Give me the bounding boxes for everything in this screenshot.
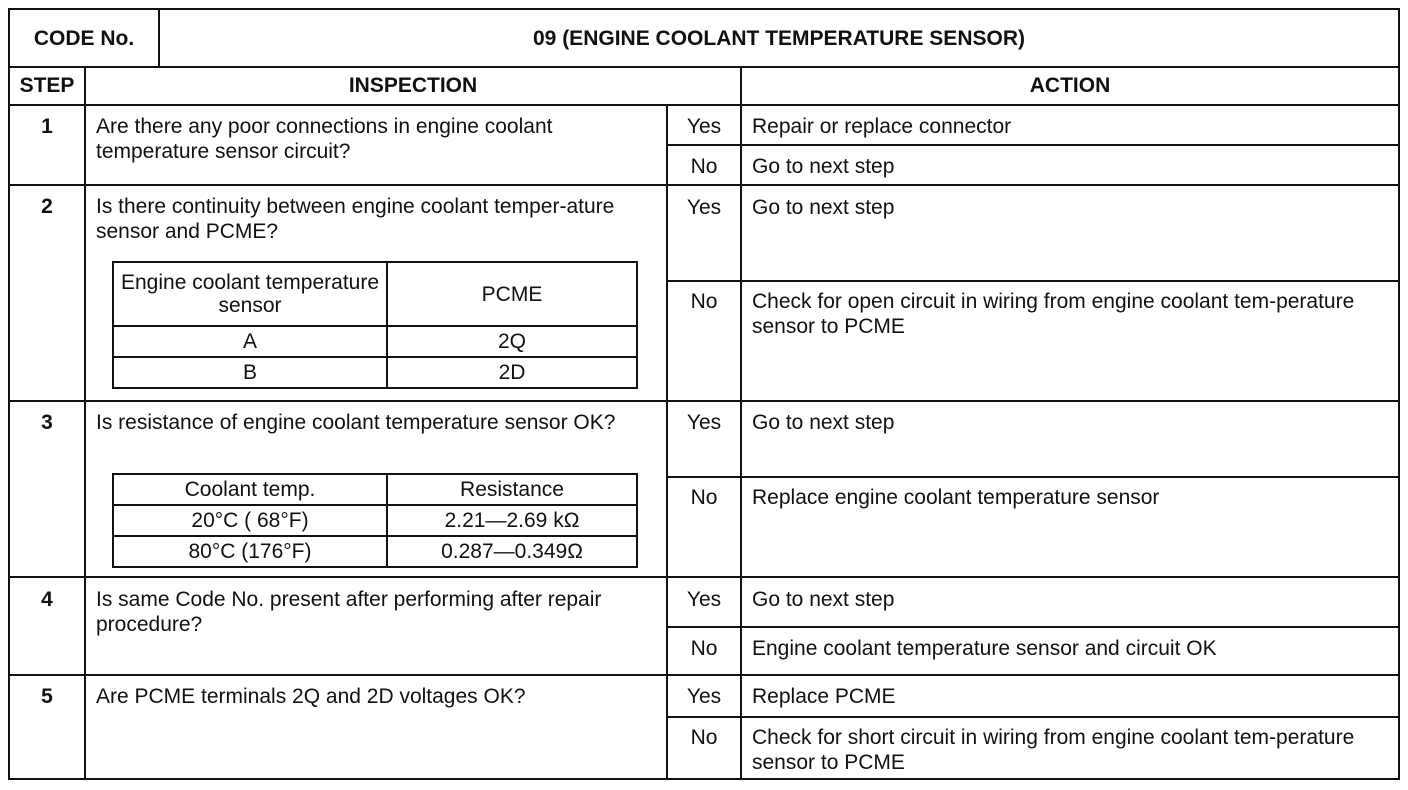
column-header-inspection: INSPECTION (348, 74, 478, 97)
divider (8, 104, 1400, 106)
step-number: 5 (41, 685, 53, 708)
yes-label: Yes (686, 588, 722, 611)
yes-label: Yes (686, 411, 722, 434)
divider (666, 144, 1400, 146)
no-label: No (690, 637, 718, 660)
yes-action: Go to next step (752, 196, 895, 219)
table-cell: A (113, 326, 387, 357)
step-question: Are PCME terminals 2Q and 2D voltages OK? (96, 685, 526, 708)
yes-label: Yes (686, 115, 722, 138)
resistance-table (112, 473, 638, 568)
divider (666, 476, 1400, 478)
step-question: Is there continuity between engine coolant temper-ature sensor and PCME? (96, 195, 615, 243)
table-header: Engine coolant temperature sensor (113, 262, 387, 326)
table-cell: 2D (387, 357, 637, 388)
divider (8, 674, 1400, 676)
divider (666, 716, 1400, 718)
step-question: Is resistance of engine coolant temperature sensor OK? (96, 411, 616, 434)
step-number: 2 (41, 195, 53, 218)
border-bottom (8, 778, 1400, 780)
table-header: PCME (387, 262, 637, 326)
yes-label: Yes (686, 196, 722, 219)
continuity-table (112, 261, 638, 389)
step-question: Are there any poor connections in engine coolant temperature sensor circuit? (96, 115, 553, 163)
table-header: Coolant temp. (113, 474, 387, 505)
table-cell: 0.287—0.349Ω (387, 536, 637, 567)
yes-action: Repair or replace connector (752, 115, 1012, 138)
table-cell: 2.21—2.69 kΩ (387, 505, 637, 536)
no-label: No (690, 290, 718, 313)
yes-action: Replace PCME (752, 685, 896, 708)
no-action: Replace engine coolant temperature sensor (752, 486, 1160, 509)
no-label: No (690, 726, 718, 749)
step-number: 4 (41, 588, 53, 611)
step-number: 3 (41, 411, 53, 434)
table-cell: 2Q (387, 326, 637, 357)
step-question: Is same Code No. present after performing after repair procedure? (96, 588, 602, 636)
column-header-step: STEP (19, 74, 75, 97)
border-right (1398, 8, 1400, 780)
no-label: No (690, 486, 718, 509)
divider (8, 576, 1400, 578)
no-label: No (690, 155, 718, 178)
yes-label: Yes (686, 685, 722, 708)
no-action: Go to next step (752, 155, 895, 178)
code-label: CODE No. (33, 27, 135, 50)
table-cell: 20°C ( 68°F) (113, 505, 387, 536)
no-action: Check for open circuit in wiring from engine coolant tem-perature sensor to PCME (752, 290, 1355, 338)
divider (8, 66, 1400, 68)
yes-action: Go to next step (752, 588, 895, 611)
divider (666, 280, 1400, 282)
divider (8, 184, 1400, 186)
code-title: 09 (ENGINE COOLANT TEMPERATURE SENSOR) (533, 27, 1025, 50)
divider (740, 66, 742, 780)
table-header: Resistance (387, 474, 637, 505)
yes-action: Go to next step (752, 411, 895, 434)
column-header-action: ACTION (1029, 74, 1111, 97)
step-number: 1 (41, 115, 53, 138)
divider (666, 626, 1400, 628)
divider (8, 400, 1400, 402)
border-top (8, 8, 1400, 10)
table-cell: 80°C (176°F) (113, 536, 387, 567)
divider (84, 66, 86, 780)
no-action: Check for short circuit in wiring from engine coolant tem-perature sensor to PCME (752, 726, 1355, 774)
no-action: Engine coolant temperature sensor and circuit OK (752, 637, 1217, 660)
table-cell: B (113, 357, 387, 388)
